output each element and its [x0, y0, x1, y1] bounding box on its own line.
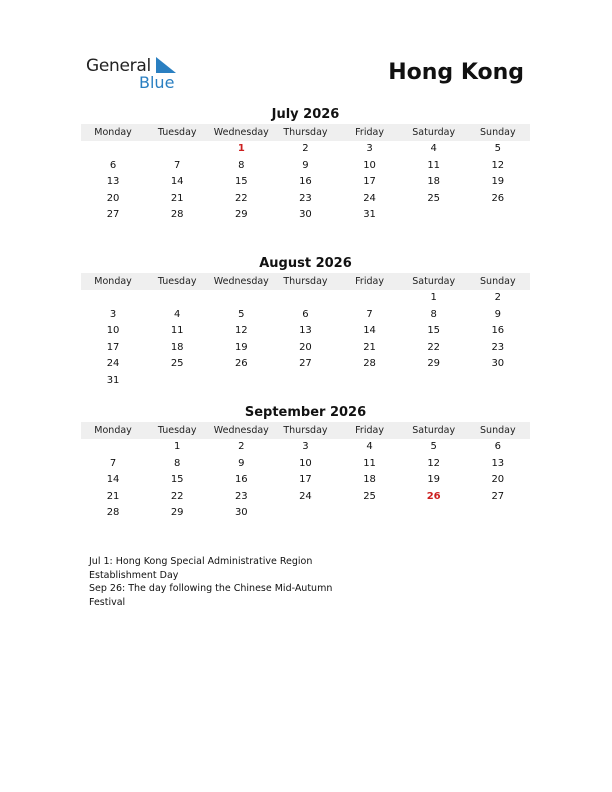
weekday-header: Saturday	[412, 127, 456, 138]
empty-day-cell	[338, 290, 402, 307]
day-cell: 28	[106, 507, 120, 518]
day-cell: 30	[234, 507, 248, 518]
empty-day-cell	[338, 505, 402, 522]
day-cell: 11	[427, 159, 441, 171]
day-cell: 2	[302, 143, 309, 154]
day-cell: 14	[363, 325, 376, 336]
day-cell: 16	[234, 474, 248, 485]
logo-word-general: General	[86, 56, 151, 76]
day-cell: 17	[106, 341, 120, 353]
weekday-header: Wednesday	[213, 425, 269, 436]
weekday-header: Wednesday	[213, 276, 269, 287]
day-cell: 22	[234, 192, 248, 204]
day-cell: 17	[299, 474, 312, 485]
days-grid	[81, 439, 530, 522]
day-cell: 27	[106, 209, 120, 220]
day-cell: 24	[363, 192, 376, 204]
day-cell: 5	[238, 308, 245, 320]
day-cell: 27	[299, 358, 312, 369]
day-cell: 24	[106, 358, 120, 369]
empty-day-cell	[145, 290, 209, 307]
day-cell: 8	[238, 159, 245, 171]
day-cell: 28	[170, 209, 184, 220]
day-cell: 9	[494, 308, 501, 320]
day-cell: 23	[491, 341, 505, 353]
day-cell: 12	[427, 457, 441, 469]
generalblue-logo	[86, 56, 186, 92]
day-cell: 25	[363, 490, 376, 502]
empty-day-cell	[145, 141, 209, 158]
day-cell: 10	[106, 325, 120, 336]
empty-day-cell	[402, 207, 466, 224]
note-line: Jul 1: Hong Kong Special Administrative Region	[89, 556, 313, 567]
empty-day-cell	[81, 439, 145, 456]
day-cell: 6	[302, 308, 309, 320]
day-cell: 13	[491, 457, 505, 469]
weekday-header: Thursday	[283, 425, 328, 436]
day-cell: 7	[174, 159, 181, 171]
empty-day-cell	[145, 373, 209, 390]
empty-day-cell	[402, 373, 466, 390]
weekday-header: Tuesday	[157, 425, 197, 436]
holiday-notes	[89, 555, 349, 609]
logo-triangle-icon	[156, 57, 176, 73]
days-grid	[81, 290, 530, 389]
day-cell: 13	[106, 176, 120, 187]
day-cell: 15	[427, 325, 441, 336]
empty-day-cell	[466, 373, 530, 390]
day-cell: 3	[302, 441, 309, 452]
day-cell: 15	[170, 474, 184, 485]
day-cell: 11	[170, 325, 184, 336]
empty-day-cell	[273, 373, 337, 390]
day-cell: 14	[106, 474, 120, 485]
month-july	[81, 106, 530, 224]
weekday-header-row	[81, 124, 530, 141]
day-cell: 11	[363, 457, 376, 469]
day-cell: 18	[427, 176, 441, 187]
day-cell: 7	[109, 457, 117, 469]
weekday-header-row	[81, 422, 530, 439]
day-cell: 10	[363, 159, 376, 171]
day-cell: 25	[427, 192, 441, 204]
day-cell: 29	[170, 507, 184, 518]
weekday-header: Tuesday	[157, 276, 197, 287]
day-cell: 16	[299, 176, 312, 187]
day-cell: 30	[491, 358, 505, 369]
day-cell: 15	[234, 176, 248, 187]
day-cell: 20	[106, 192, 120, 204]
weekday-header: Friday	[355, 127, 384, 138]
day-cell: 20	[491, 474, 505, 485]
empty-day-cell	[209, 373, 273, 390]
day-cell: 18	[363, 474, 376, 485]
weekday-header: Thursday	[283, 276, 328, 287]
day-cell: 2	[494, 292, 501, 303]
day-cell: 25	[170, 358, 184, 369]
month-september	[81, 404, 530, 522]
day-cell: 3	[109, 308, 117, 320]
day-cell: 4	[174, 308, 181, 320]
empty-day-cell	[273, 505, 337, 522]
weekday-header: Thursday	[283, 127, 328, 138]
day-cell: 21	[363, 341, 376, 353]
empty-day-cell	[338, 373, 402, 390]
day-cell: 1	[174, 441, 181, 452]
day-cell: 20	[299, 341, 312, 353]
day-cell: 23	[299, 192, 312, 204]
empty-day-cell	[81, 290, 145, 307]
day-cell: 5	[430, 441, 437, 452]
month-august	[81, 255, 530, 389]
weekday-header: Sunday	[480, 127, 516, 138]
logo-word-blue: Blue	[139, 73, 175, 92]
empty-day-cell	[466, 505, 530, 522]
day-cell: 29	[427, 358, 441, 369]
empty-day-cell	[466, 207, 530, 224]
day-cell: 19	[427, 474, 441, 485]
empty-day-cell	[402, 505, 466, 522]
empty-day-cell	[273, 290, 337, 307]
weekday-header: Saturday	[412, 276, 456, 287]
weekday-header-row	[81, 273, 530, 290]
weekday-header: Tuesday	[157, 127, 197, 138]
day-cell: 12	[234, 325, 248, 336]
day-cell: 27	[491, 490, 505, 502]
weekday-header: Friday	[355, 276, 384, 287]
empty-day-cell	[209, 290, 273, 307]
month-title: July 2026	[271, 107, 340, 122]
day-cell: 1	[237, 143, 245, 154]
day-cell: 22	[170, 490, 184, 502]
day-cell: 12	[491, 159, 505, 171]
day-cell: 24	[299, 490, 312, 502]
day-cell: 6	[494, 441, 501, 452]
country-title: Hong Kong	[388, 60, 524, 85]
day-cell: 18	[170, 341, 184, 353]
day-cell: 16	[491, 325, 505, 336]
day-cell: 8	[430, 308, 437, 320]
day-cell: 29	[234, 209, 248, 220]
note-line: Sep 26: The day following the Chinese Mid-Autumn	[89, 583, 333, 595]
day-cell: 21	[106, 490, 120, 502]
day-cell: 1	[430, 292, 437, 303]
day-cell: 19	[491, 176, 505, 187]
day-cell: 26	[426, 490, 441, 502]
day-cell: 26	[234, 358, 248, 369]
day-cell: 3	[366, 143, 373, 154]
day-cell: 4	[366, 441, 373, 452]
day-cell: 30	[299, 209, 312, 220]
weekday-header: Wednesday	[213, 127, 269, 138]
days-grid	[81, 141, 530, 224]
weekday-header: Monday	[94, 127, 132, 138]
weekday-header: Sunday	[480, 276, 516, 287]
day-cell: 6	[109, 159, 117, 171]
day-cell: 19	[234, 341, 248, 353]
month-title: September 2026	[244, 405, 367, 420]
day-cell: 17	[363, 176, 376, 187]
day-cell: 28	[363, 358, 376, 369]
day-cell: 7	[366, 308, 373, 320]
day-cell: 14	[170, 176, 184, 187]
note-line: Festival	[89, 596, 126, 608]
weekday-header: Sunday	[480, 425, 516, 436]
day-cell: 5	[494, 143, 501, 154]
day-cell: 10	[299, 457, 312, 469]
month-title: August 2026	[259, 256, 352, 271]
day-cell: 9	[238, 457, 245, 469]
day-cell: 9	[302, 159, 309, 171]
weekday-header: Friday	[355, 425, 384, 436]
day-cell: 21	[170, 192, 184, 204]
weekday-header: Monday	[94, 425, 132, 436]
day-cell: 26	[491, 192, 505, 204]
day-cell: 23	[234, 490, 248, 502]
day-cell: 13	[299, 325, 312, 336]
weekday-header: Saturday	[412, 425, 456, 436]
day-cell: 31	[363, 209, 376, 220]
note-line: Establishment Day	[89, 569, 179, 581]
empty-day-cell	[81, 141, 145, 158]
weekday-header: Monday	[94, 276, 132, 287]
day-cell: 22	[427, 341, 441, 353]
day-cell: 8	[174, 457, 181, 469]
day-cell: 4	[430, 143, 437, 154]
day-cell: 2	[238, 441, 245, 452]
day-cell: 31	[106, 374, 120, 386]
